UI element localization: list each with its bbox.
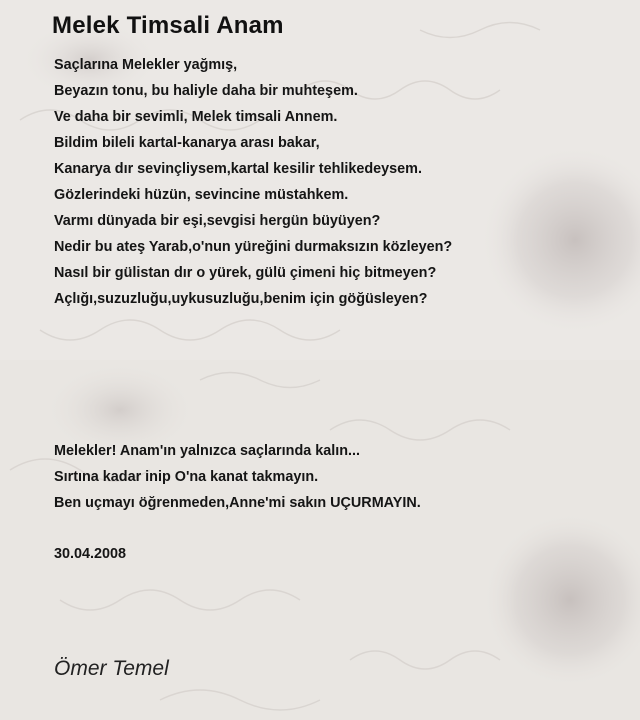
poem-title: Melek Timsali Anam: [52, 12, 284, 39]
poem-line: Melekler! Anam'ın yalnızca saçlarında kalın...: [54, 443, 361, 459]
poem-date: 30.04.2008: [54, 546, 127, 562]
poem-line: Nedir bu ateş Yarab,o'nun yüreğini durmaksızın közleyen?: [54, 239, 453, 255]
poem-line: Ve daha bir sevimli, Melek timsali Annem.: [54, 109, 338, 125]
poem-line: Ben uçmayı öğrenmeden,Anne'mi sakın UÇURMAYIN.: [54, 495, 421, 511]
poem-line: Nasıl bir gülistan dır o yürek, gülü çimeni hiç bitmeyen?: [54, 265, 437, 281]
poem-line: Gözlerindeki hüzün, sevincine müstahkem.: [54, 187, 349, 203]
stanza-1: [54, 52, 452, 312]
poem-line: Bildim bileli kartal-kanarya arası bakar,: [54, 135, 320, 151]
poem-line: Kanarya dır sevinçliysem,kartal kesilir tehlikedeysem.: [54, 161, 422, 177]
stanza-2: [54, 438, 421, 516]
poem-author: Ömer Temel: [54, 657, 169, 680]
poem-line: Beyazın tonu, bu haliyle daha bir muhteşem.: [54, 83, 358, 99]
poem-line: Açlığı,suzuzluğu,uykusuzluğu,benim için göğüsleyen?: [54, 291, 428, 307]
poem-line: Varmı dünyada bir eşi,sevgisi hergün büyüyen?: [54, 213, 381, 229]
poem-line: Sırtına kadar inip O'na kanat takmayın.: [54, 469, 319, 485]
poem-line: Saçlarına Melekler yağmış,: [54, 57, 238, 73]
